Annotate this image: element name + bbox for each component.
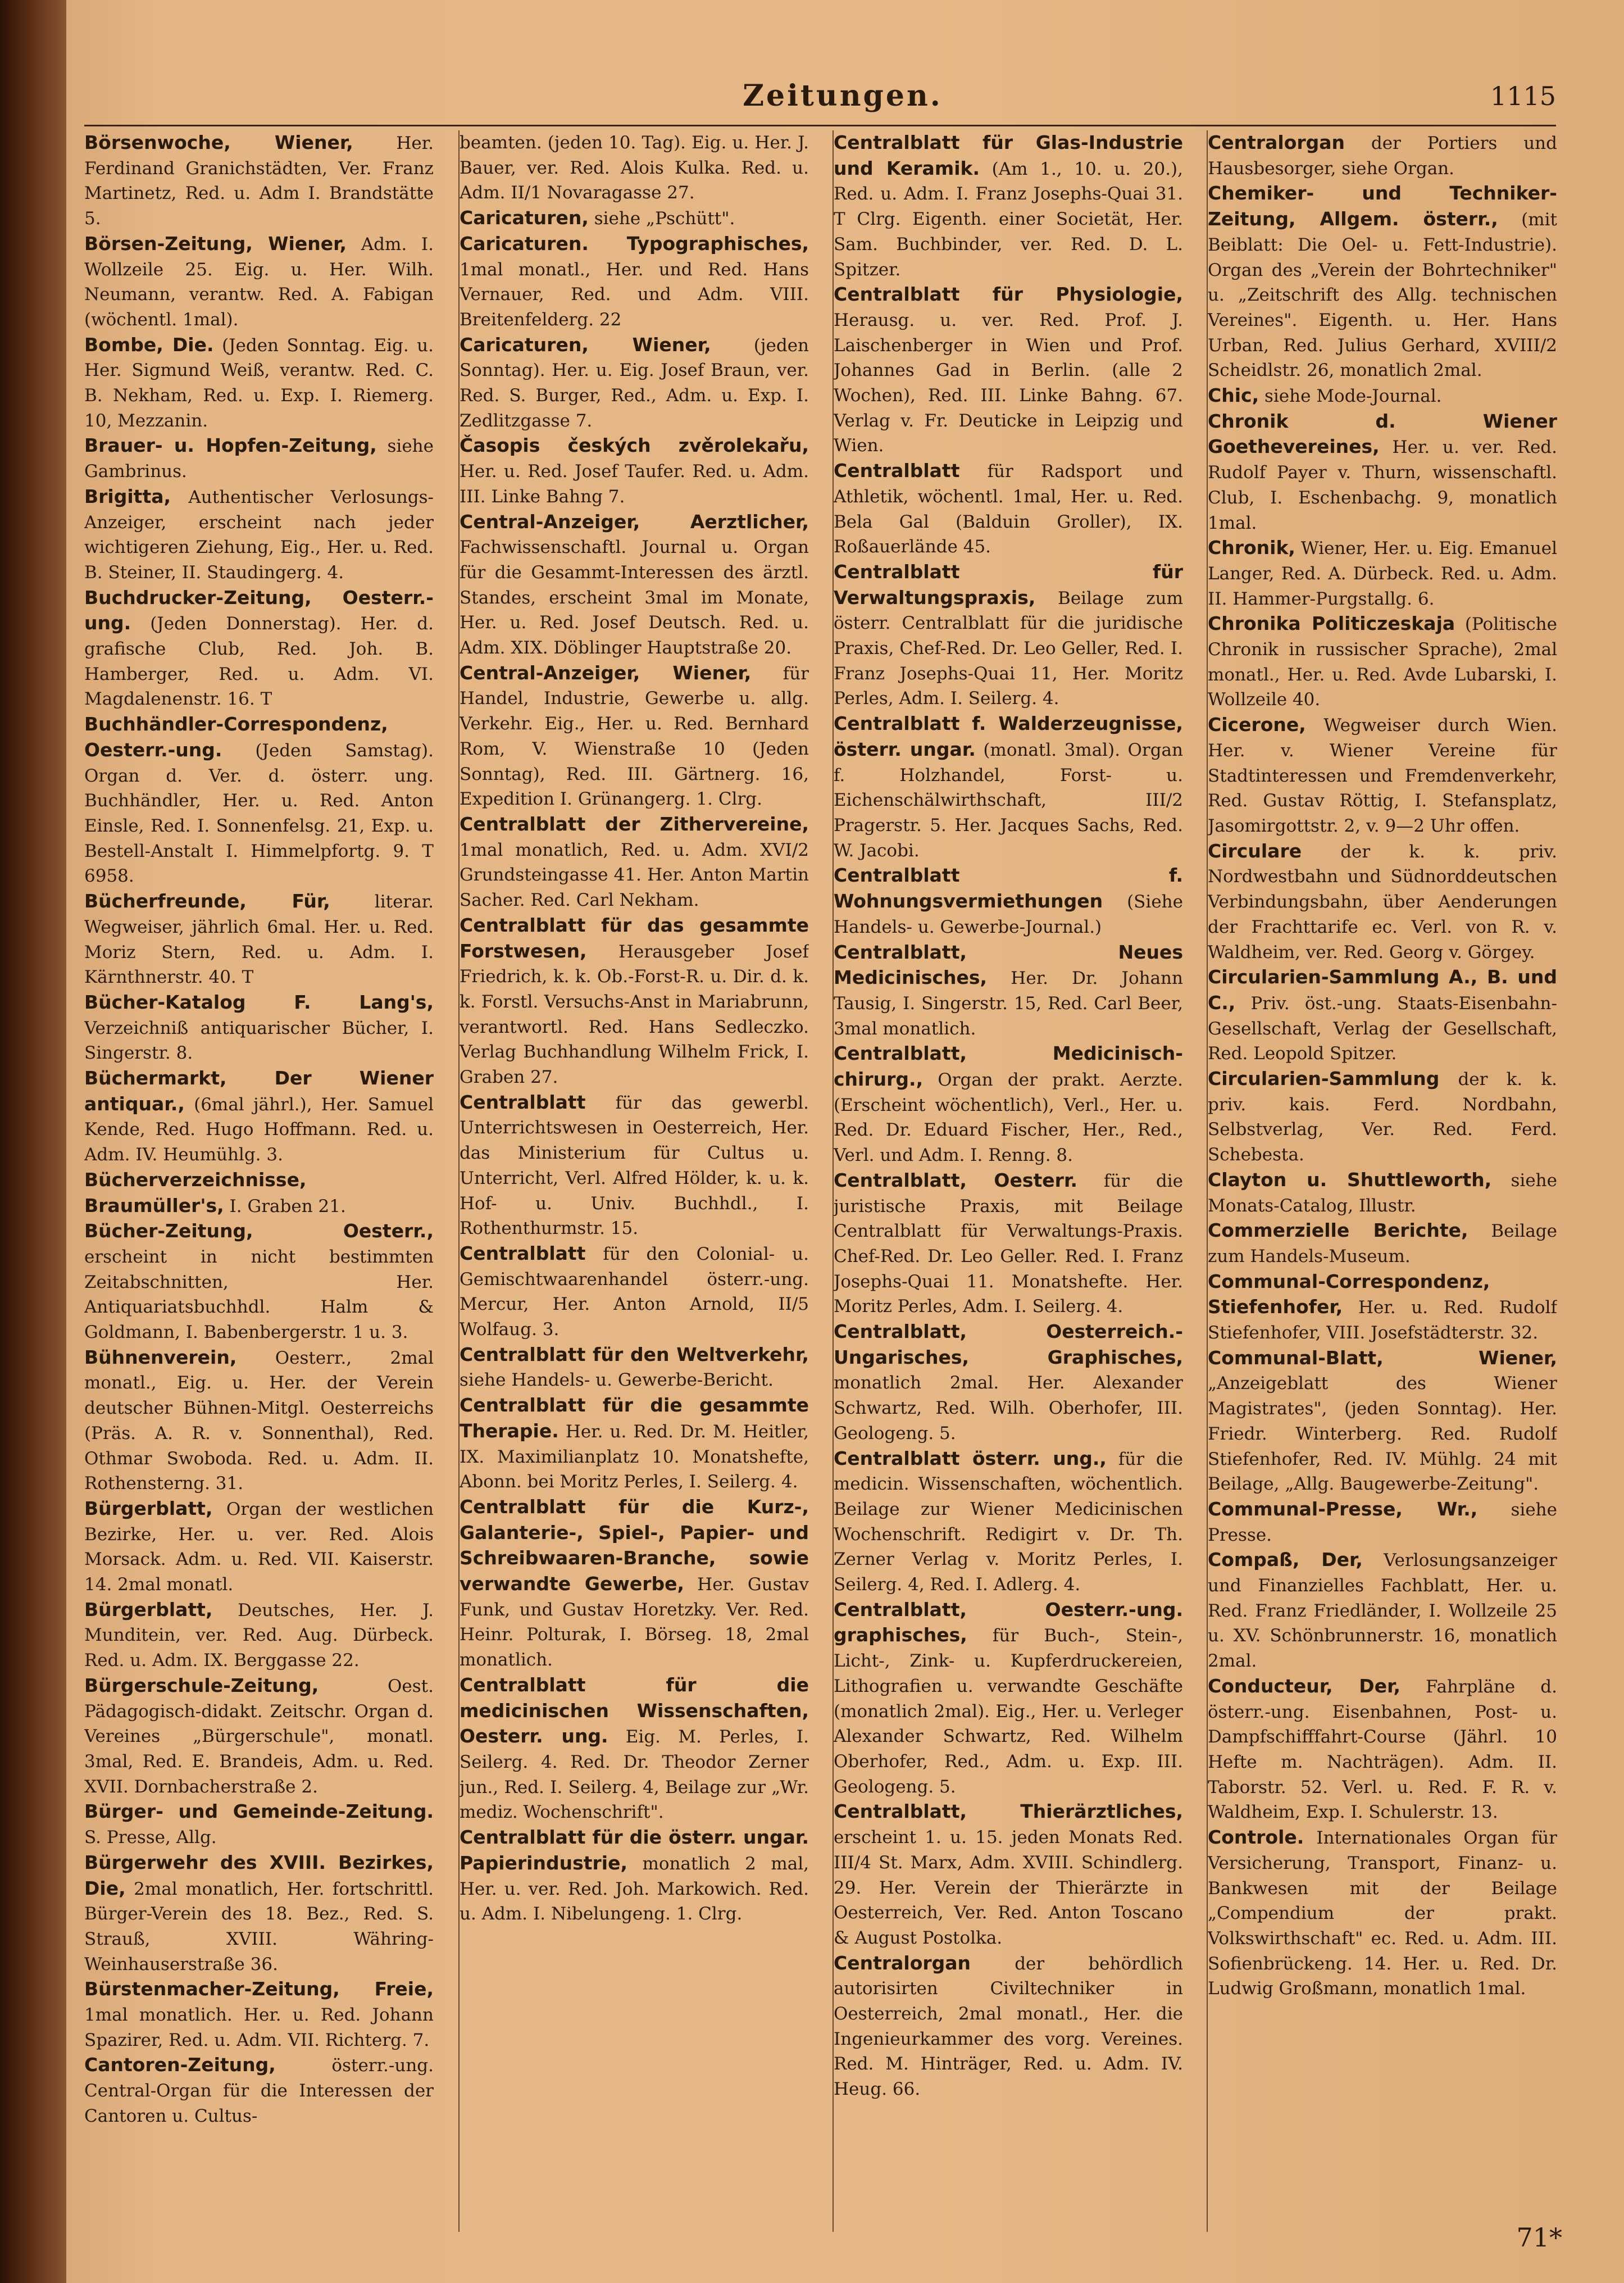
entry-title: Centralblatt f. Walderzeugnisse, österr. ungar. [834, 712, 1183, 760]
entry-text: 2mal monatlich, Her. fortschrittl. Bürger-Verein des 18. Bez., Red. S. Strauß, XVIII. Währing-Weinhauserstraße 36. [84, 1878, 434, 1975]
entry-title: Centralblatt, Oesterr. [834, 1169, 1078, 1191]
entry-text: der behördlich autorisirten Civiltechniker in Oesterreich, 2mal monatl., Her. die Ingenieurkammer des vorg. Vereines. Red. M. Hinträger, Red. u. Adm. IV. Heug. 66. [834, 1953, 1183, 2100]
entry-title: Centralblatt für die Kurz-, Galanterie-, Spiel-, Papier- und Schreibwaaren-Branche, sowie verwandte Gewerbe, [460, 1495, 809, 1595]
entry-text: der Portiers und Hausbesorger, siehe Organ. [1208, 133, 1557, 179]
entry-title: Börsen-Zeitung, Wiener, [84, 232, 347, 255]
entry-text: Internationales Organ für Versicherung, Transport, Finanz- u. Bankwesen mit der Beilage „Compendium der prakt. Volkswirthschaft" ec. Red. u. Adm. III. Sofienbrückeng. 14. Her. u. Red. Dr. Ludwig Großmann, monatlich 1mal. [1208, 1828, 1557, 1999]
directory-entry [84, 712, 434, 889]
entry-text: (Siehe Handels- u. Gewerbe-Journal.) [834, 892, 1183, 937]
book-gutter [0, 0, 66, 2283]
entry-title: Controle. [1208, 1826, 1304, 1849]
directory-entry [1208, 712, 1557, 839]
entry-title: Circulare [1208, 839, 1302, 862]
entry-title: Compaß, Der, [1208, 1549, 1363, 1571]
entry-title: Bücher-Katalog F. Lang's, [84, 991, 434, 1013]
entry-title: Bühnenverein, [84, 1346, 237, 1368]
entry-title: Chronika Politiczeskaja [1208, 612, 1455, 635]
directory-entry [834, 560, 1183, 711]
entry-title: Centralblatt für Physiologie, [834, 283, 1183, 306]
directory-entry [834, 1799, 1183, 1950]
entry-title: Centralblatt der Zithervereine, [460, 813, 809, 835]
entry-title: Centralblatt, Medicinisch-chirurg., [834, 1042, 1183, 1091]
directory-entry [460, 130, 809, 206]
entry-title: Časopis českých zvěrolekařu, [460, 434, 809, 457]
entry-text: siehe Mode-Journal. [1259, 386, 1442, 407]
entry-title: Börsenwoche, Wiener, [84, 131, 353, 153]
directory-entry [460, 206, 809, 232]
directory-entry [834, 1168, 1183, 1319]
directory-entry [460, 1342, 809, 1393]
entry-title: Brigitta, [84, 485, 171, 507]
entry-title: Circularien-Sammlung A., B. und C., [1208, 966, 1557, 1014]
entry-text: Adm. I. Wollzeile 25. Eig. u. Her. Wilh. Neumann, verantw. Red. A. Fabigan (wöchentl. 1mal). [84, 234, 434, 330]
entry-title: Centralorgan [1208, 131, 1345, 153]
directory-entry [1208, 1066, 1557, 1168]
directory-entry [460, 1825, 809, 1927]
entry-title: Centralblatt f. Wohnungsvermiethungen [834, 864, 1183, 913]
entry-text: Verlosungsanzeiger und Finanzielles Fachblatt, Her. u. Red. Franz Friedländer, I. Wollzeile 25 u. XV. Schönbrunnerstr. 16, monatlich 2mal. [1208, 1550, 1557, 1672]
entry-title: Centralblatt österr. ung., [834, 1447, 1107, 1469]
signature-mark: 71* [1516, 2222, 1562, 2253]
entry-text: Eig. M. Perles, I. Seilerg. 4. Red. Dr. Theodor Zerner jun., Red. I. Seilerg. 4, Beilage zur „Wr. mediz. Wochenschrift". [460, 1727, 809, 1823]
directory-entry [460, 333, 809, 434]
entry-text: (6mal jährl.), Her. Samuel Kende, Red. Hugo Hoffmann. Red. u. Adm. IV. Heumühlg. 3. [84, 1094, 434, 1165]
entry-title: Centralorgan [834, 1951, 971, 1974]
page-number: 1115 [1490, 81, 1556, 111]
entry-text: erscheint in nicht bestimmten Zeitabschnitten, Her. Antiquariatsbuchhdl. Halm & Goldmann, I. Babenbergerstr. 1 u. 3. [84, 1246, 434, 1343]
entry-text: 1mal monatlich, Red. u. Adm. XVI/2 Grundsteingasse 41. Her. Anton Martin Sacher. Red. Carl Nekham. [460, 839, 809, 911]
entry-text: 1mal monatl., Her. und Red. Hans Vernauer, Red. und Adm. VIII. Breitenfelderg. 22 [460, 259, 809, 330]
entry-text: Her. u. Red. Rudolf Stiefenhofer, VIII. Josefstädterstr. 32. [1208, 1297, 1557, 1344]
entry-text: beamten. (jeden 10. Tag). Eig. u. Her. J. Bauer, ver. Red. Alois Kulka. Red. u. Adm. II/1 Novaragasse 27. [460, 133, 809, 203]
directory-entry [460, 913, 809, 1090]
entry-text: Deutsches, Her. J. Munditein, ver. Red. Aug. Dürbeck. Red. u. Adm. IX. Berggasse 22. [84, 1600, 434, 1671]
directory-entry [84, 1219, 434, 1345]
directory-entry [460, 812, 809, 913]
directory-entry [84, 433, 434, 484]
directory-entry [1208, 181, 1557, 383]
directory-entry [1208, 839, 1557, 965]
directory-entry [84, 1850, 434, 1977]
entry-text: für die medicin. Wissenschaften, wöchentlich. Beilage zur Wiener Medicinischen Wochenschrift. Redigirt v. Dr. Th. Zerner Verlag v. Moritz Perles, I. Seilerg. 4, Red. I. Adlerg. 4. [834, 1449, 1183, 1595]
entry-title: Centralblatt für Glas-Industrie und Keramik. [834, 131, 1183, 179]
entry-title: Central-Anzeiger, Wiener, [460, 661, 752, 684]
directory-entry [834, 1319, 1183, 1446]
directory-entry [834, 711, 1183, 863]
entry-title: Centralblatt für den Weltverkehr, [460, 1343, 809, 1365]
entry-text: Authentischer Verlosungs-Anzeiger, erscheint nach jeder wichtigeren Ziehung, Eig., Her. u. Red. B. Steiner, II. Staudingerg. 4. [84, 487, 434, 583]
entry-text: (Jeden Samstag). Organ d. Ver. d. österr. ung. Buchhändler, Her. u. Red. Anton Einsle, Red. I. Sonnenfelsg. 21, Exp. u. Bestell-Anstalt I. Himmelpfortg. 9. T 6958. [84, 740, 434, 887]
directory-entry [460, 1241, 809, 1342]
entry-text: Oest. Pädagogisch-didakt. Zeitschr. Organ d. Vereines „Bürgerschule", monatl. 3mal, Red. E. Brandeis, Adm. u. Red. XVII. Dornbacherstraße 2. [84, 1676, 434, 1797]
running-title: Zeitungen. [743, 79, 943, 113]
entry-title: Buchhändler-Correspondenz, Oesterr.-ung. [84, 713, 388, 761]
entry-text: Her. Gustav Funk, und Gustav Horetzky. Ver. Red. Heinr. Polturak, I. Börseg. 18, 2mal monatlich. [460, 1574, 809, 1671]
directory-entry [834, 130, 1183, 282]
entry-text: 1mal monatlich. Her. u. Red. Johann Spazirer, Red. u. Adm. VII. Richterg. 7. [84, 2005, 434, 2050]
entry-text: (monatl. 3mal). Organ f. Holzhandel, Forst- u. Eichenschälwirthschaft, III/2 Pragerstr. 5. Her. Jacques Sachs, Red. W. Jacobi. [834, 739, 1183, 861]
page-header [84, 79, 1601, 124]
entry-title: Bücherverzeichnisse, Braumüller's, [84, 1168, 307, 1217]
text-columns [84, 130, 1556, 2232]
entry-text: Wegweiser durch Wien. Her. v. Wiener Vereine für Stadtinteressen und Fremdenverkehr, Red. Gustav Röttig, I. Stefansplatz, Jasomirgottstr. 2, v. 9—2 Uhr offen. [1208, 715, 1557, 836]
directory-entry [460, 1495, 809, 1673]
entry-text: Oesterr., 2mal monatl., Eig. u. Her. der Verein deutscher Bühnen-Mitgl. Oesterreichs (Präs. A. R. v. Sonnenthal), Red. Othmar Swoboda. Red. u. Adm. II. Rothensterng. 31. [84, 1347, 434, 1494]
entry-text: siehe Monats-Catalog, Illustr. [1208, 1170, 1557, 1216]
directory-entry [1208, 965, 1557, 1066]
entry-title: Centralblatt für Verwaltungspraxis, [834, 560, 1183, 609]
entry-text: Her. Ferdinand Granichstädten, Ver. Franz Martinetz, Red. u. Adm I. Brandstätte 5. [84, 133, 434, 229]
directory-entry [834, 863, 1183, 939]
entry-title: Chemiker- und Techniker-Zeitung, Allgem. österr., [1208, 182, 1557, 230]
directory-entry [1208, 1497, 1557, 1547]
directory-entry [460, 661, 809, 812]
entry-title: Commerzielle Berichte, [1208, 1219, 1468, 1242]
directory-entry [1208, 1674, 1557, 1825]
entry-text: Organ der prakt. Aerzte. (Erscheint wöchentlich), Verl., Her. u. Red. Dr. Eduard Fischer, Her., Red., Verl. und Adm. I. Renng. 8. [834, 1070, 1183, 1166]
entry-title: Communal-Blatt, Wiener, [1208, 1346, 1557, 1369]
entry-title: Central-Anzeiger, Aerztlicher, [460, 510, 809, 533]
entry-title: Centralblatt für die österr. ungar. Papierindustrie, [460, 1826, 809, 1874]
entry-title: Caricaturen, [460, 207, 589, 229]
entry-text: für die juristische Praxis, mit Beilage Centralblatt für Verwaltungs-Praxis. Chef-Red. Dr. Leo Geller. Red. I. Franz Josephs-Quai 11. Monatshefte. Her. Moritz Perles, Adm. I. Seilerg. 4. [834, 1170, 1183, 1317]
directory-entry [1208, 1269, 1557, 1346]
entry-title: Centralblatt für das gesammte Forstwesen, [460, 914, 809, 962]
entry-title: Büchermarkt, Der Wiener antiquar., [84, 1067, 434, 1115]
entry-title: Centralblatt für die gesammte Therapie. [460, 1394, 809, 1442]
entry-title: Clayton u. Shuttleworth, [1208, 1168, 1492, 1191]
entry-text: österr.-ung. Central-Organ für die Interessen der Cantoren u. Cultus- [84, 2055, 434, 2126]
directory-entry [1208, 1218, 1557, 1269]
entry-title: Centralblatt [834, 460, 960, 482]
column-3 [833, 130, 1183, 2232]
entry-title: Chronik d. Wiener Goethevereines, [1208, 410, 1557, 458]
entry-text: Fahrpläne d. österr.-ung. Eisenbahnen, Post- u. Dampfschifffahrt-Course (Jährl. 10 Hefte m. Nachträgen). Adm. II. Taborstr. 52. Verl. u. Red. F. R. v. Waldheim, Exp. I. Schulerstr. 13. [1208, 1676, 1557, 1823]
entry-text: (jeden Sonntag). Her. u. Eig. Josef Braun, ver. Red. S. Burger, Red., Adm. u. Exp. I. Zedlitzgasse 7. [460, 335, 809, 431]
entry-text: (Am 1., 10. u. 20.), Red. u. Adm. I. Franz Josephs-Quai 31. T Clrg. Eigenth. einer Societät, Her. Sam. Buchbinder, ver. Red. D. L. Spitzer. [834, 158, 1183, 280]
entry-title: Centralblatt [460, 1242, 586, 1264]
entry-title: Conducteur, Der, [1208, 1674, 1401, 1697]
entry-title: Bücherfreunde, Für, [84, 890, 330, 913]
entry-title: Centralblatt, Oesterr.-ung. graphisches, [834, 1598, 1183, 1646]
entry-title: Centralblatt, Oesterreich.-Ungarisches, Graphisches, [834, 1320, 1183, 1368]
directory-entry [84, 585, 434, 712]
entry-text: monatlich 2mal. Her. Alexander Schwartz, Red. Wilh. Oberhofer, III. Geologeng. 5. [834, 1373, 1183, 1444]
entry-text: (Jeden Donnerstag). Her. d. grafische Club, Red. Joh. B. Hamberger, Red. u. Adm. VI. Magdalenenstr. 16. T [84, 614, 434, 710]
directory-entry [834, 282, 1183, 459]
directory-entry [84, 333, 434, 434]
entry-title: Cicerone, [1208, 714, 1306, 736]
directory-entry [834, 1446, 1183, 1597]
entry-title: Bürstenmacher-Zeitung, Freie, [84, 1978, 434, 2000]
entry-text: Wiener, Her. u. Eig. Emanuel Langer, Red. A. Dürbeck. Red. u. Adm. II. Hammer-Purgstallg. 6. [1208, 538, 1557, 609]
entry-text: für Buch-, Stein-, Licht-, Zink- u. Kupferdruckereien, Lithografien u. verwandte Geschäfte (monatlich 2mal). Eig., Her. u. Verleger Alexander Schwartz, Red. Wilhelm Oberhofer, Red., Adm. u. Exp. III. Geologeng. 5. [834, 1626, 1183, 1797]
directory-entry [84, 889, 434, 990]
entry-text: Beilage zum österr. Centralblatt für die juridische Praxis, Chef-Red. Dr. Leo Geller, Red. I. Franz Josephs-Quai 11, Her. Moritz Perles, Adm. I. Seilerg. 4. [834, 588, 1183, 709]
entry-title: Bürger- und Gemeinde-Zeitung. [84, 1800, 434, 1823]
directory-entry [834, 459, 1183, 560]
entry-text: I. Graben 21. [224, 1196, 346, 1217]
directory-entry [460, 1090, 809, 1241]
entry-title: Cantoren-Zeitung, [84, 2054, 276, 2076]
entry-text: Her. u. ver. Red. Rudolf Payer v. Thurn, wissenschaftl. Club, I. Eschenbachg. 9, monatlich 1mal. [1208, 437, 1557, 533]
entry-text: der k. k. priv. kais. Ferd. Nordbahn, Selbstverlag, Ver. Red. Ferd. Schebesta. [1208, 1069, 1557, 1165]
entry-text: Fachwissenschaftl. Journal u. Organ für die Gesammt-Interessen des ärztl. Standes, erscheint 3mal im Monate, Her. u. Red. Josef Deutsch. Red. u. Adm. XIX. Döblinger Hauptstraße 20. [460, 537, 809, 659]
directory-entry [1208, 535, 1557, 611]
entry-title: Centralblatt, Thierärztliches, [834, 1800, 1183, 1823]
directory-entry [84, 1496, 434, 1597]
entry-text: „Anzeigeblatt des Wiener Magistrates", (jeden Sonntag). Her. Friedr. Winterberg. Red. Rudolf Stiefenhofer, Red. IV. Mühlg. 24 mit Beilage, „Allg. Baugewerbe-Zeitung". [1208, 1373, 1557, 1495]
entry-title: Circularien-Sammlung [1208, 1068, 1440, 1090]
directory-entry [1208, 130, 1557, 181]
directory-entry [84, 2053, 434, 2128]
directory-entry [460, 232, 809, 333]
entry-text: der k. k. priv. Nordwestbahn und Südnorddeutschen Verbindungsbahn, über Aenderungen der Frachttarife ec. Verl. von R. v. Waldheim, ver. Red. Georg v. Görgey. [1208, 841, 1557, 963]
entry-text: S. Presse, Allg. [84, 1827, 217, 1848]
entry-text: Herausgeber Josef Friedrich, k. k. Ob.-Forst-R. u. Dir. d. k. k. Forstl. Versuchs-Anst in Mariabrunn, verantwortl. Red. Hans Sedleczko. Verlag Buchhandlung Wilhelm Frick, I. Graben 27. [460, 941, 809, 1088]
directory-entry [1208, 1825, 1557, 2001]
directory-entry [460, 1393, 809, 1495]
directory-entry [460, 510, 809, 661]
entry-text: siehe Handels- u. Gewerbe-Bericht. [460, 1370, 774, 1391]
directory-entry [84, 130, 434, 232]
directory-entry [84, 1345, 434, 1496]
entry-text: erscheint 1. u. 15. jeden Monats Red. III/4 St. Marx, Adm. XVIII. Schindlerg. 29. Her. Verein der Thierärzte in Oesterreich, Ver. Red. Anton Toscano & August Postolka. [834, 1827, 1183, 1948]
entry-text: siehe Gambrinus. [84, 436, 434, 482]
entry-title: Bürgerblatt, [84, 1598, 213, 1621]
entry-text: (Jeden Sonntag. Eig. u. Her. Sigmund Weiß, verantw. Red. C. B. Nekham, Red. u. Exp. I. Riemerg. 10, Mezzanin. [84, 335, 434, 431]
directory-entry [1208, 1547, 1557, 1674]
entry-title: Caricaturen, Wiener, [460, 333, 711, 356]
entry-title: Communal-Correspondenz, Stiefenhofer, [1208, 1270, 1490, 1318]
directory-entry [84, 1799, 434, 1850]
directory-entry [84, 1673, 434, 1800]
entry-text: Herausg. u. ver. Red. Prof. J. Laischenberger in Wien und Prof. Johannes Gad in Berlin. (alle 2 Wochen), Red. III. Linke Bahng. 67. Verlag v. Fr. Deuticke in Leipzig und Wien. [834, 310, 1183, 456]
entry-text: Beilage zum Handels-Museum. [1208, 1221, 1557, 1267]
entry-text: für Radsport und Athletik, wöchentl. 1mal, Her. u. Red. Bela Gal (Balduin Groller), IX. Roßauerlände 45. [834, 461, 1183, 557]
directory-entry [84, 1168, 434, 1219]
entry-text: Her. Dr. Johann Tausig, I. Singerstr. 15, Red. Carl Beer, 3mal monatlich. [834, 968, 1183, 1039]
directory-entry [1208, 383, 1557, 409]
directory-entry [834, 940, 1183, 1042]
entry-title: Centralblatt für die medicinischen Wissenschaften, Oesterr. ung. [460, 1673, 809, 1748]
directory-entry [84, 1597, 434, 1673]
entry-title: Bürgerwehr des XVIII. Bezirkes, Die, [84, 1851, 434, 1899]
entry-text: für Handel, Industrie, Gewerbe u. allg. Verkehr. Eig., Her. u. Red. Bernhard Rom, V. Wienstraße 10 (Jeden Sonntag), Red. III. Gärtnerg. 16, Expedition I. Grünangerg. 1. Clrg. [460, 663, 809, 810]
directory-entry [84, 1977, 434, 2053]
directory-entry [1208, 1168, 1557, 1218]
entry-text: monatlich 2 mal, Her. u. ver. Red. Joh. Markowich. Red. u. Adm. I. Nibelungeng. 1. Clrg. [460, 1853, 809, 1925]
column-2 [458, 130, 809, 2232]
entry-title: Centralblatt, Neues Medicinisches, [834, 941, 1183, 989]
entry-text: siehe „Pschütt". [588, 208, 735, 229]
entry-title: Bürgerblatt, [84, 1497, 213, 1519]
column-1 [84, 130, 434, 2232]
entry-title: Bücher-Zeitung, Oesterr., [84, 1220, 434, 1242]
entry-title: Chronik, [1208, 537, 1295, 559]
directory-entry [84, 990, 434, 1066]
directory-entry [460, 1673, 809, 1825]
entry-text: (Politische Chronik in russischer Sprache), 2mal monatl., Her. u. Red. Avde Lubarski, I. Wollzeile 40. [1208, 614, 1557, 710]
directory-entry [1208, 611, 1557, 712]
directory-entry [834, 1597, 1183, 1800]
entry-text: Her. u. Red. Josef Taufer. Red. u. Adm. III. Linke Bahng 7. [460, 461, 809, 507]
entry-title: Bürgerschule-Zeitung, [84, 1674, 319, 1696]
entry-title: Chic, [1208, 384, 1259, 407]
directory-entry [84, 232, 434, 333]
directory-entry [834, 1041, 1183, 1168]
entry-text: Priv. öst.-ung. Staats-Eisenbahn-Gesellschaft, Verlag der Gesellschaft, Red. Leopold Spitzer. [1208, 993, 1557, 1064]
entry-text: (mit Beiblatt: Die Oel- u. Fett-Industrie). Organ des „Verein der Bohrtechniker" u. „Zeitschrift des Allg. technischen Vereines". Eigenth. u. Her. Hans Urban, Red. Julius Gerhard, XVIII/2 Scheidlstr. 26, monatlich 2mal. [1208, 210, 1557, 381]
entry-text: Her. u. Red. Dr. M. Heitler, IX. Maximilianplatz 10. Monatshefte, Abonn. bei Moritz Perles, I. Seilerg. 4. [460, 1421, 809, 1492]
header-rule [84, 125, 1556, 126]
directory-entry [84, 484, 434, 585]
entry-text: Verzeichniß antiquarischer Bücher, I. Singerstr. 8. [84, 1018, 434, 1064]
entry-title: Brauer- u. Hopfen-Zeitung, [84, 434, 377, 457]
entry-text: siehe Presse. [1208, 1499, 1557, 1545]
column-4 [1207, 130, 1557, 2232]
directory-entry [1208, 409, 1557, 536]
entry-title: Bombe, Die. [84, 333, 214, 356]
entry-text: für den Colonial- u. Gemischtwaarenhandel österr.-ung. Mercur, Her. Anton Arnold, II/5 Wolfaug. 3. [460, 1243, 809, 1340]
directory-entry [460, 433, 809, 509]
directory-entry [834, 1951, 1183, 2102]
entry-title: Centralblatt [460, 1091, 586, 1113]
entry-title: Caricaturen. Typographisches, [460, 232, 809, 255]
entry-text: literar. Wegweiser, jährlich 6mal. Her. u. Red. Moriz Stern, Red. u. Adm. I. Kärnthnerstr. 40. T [84, 892, 434, 988]
entry-title: Buchdrucker-Zeitung, Oesterr.-ung. [84, 586, 434, 634]
directory-entry [84, 1066, 434, 1168]
entry-title: Communal-Presse, Wr., [1208, 1497, 1478, 1520]
entry-text: für das gewerbl. Unterrichtswesen in Oesterreich, Her. das Ministerium für Cultus u. Unterricht, Verl. Alfred Hölder, k. u. k. Hof- u. Univ. Buchhdl., I. Rothenthurmstr. 15. [460, 1092, 809, 1239]
entry-text: Organ der westlichen Bezirke, Her. u. ver. Red. Alois Morsack. Adm. u. Red. VII. Kaiserstr. 14. 2mal monatl. [84, 1499, 434, 1595]
directory-entry [1208, 1346, 1557, 1497]
